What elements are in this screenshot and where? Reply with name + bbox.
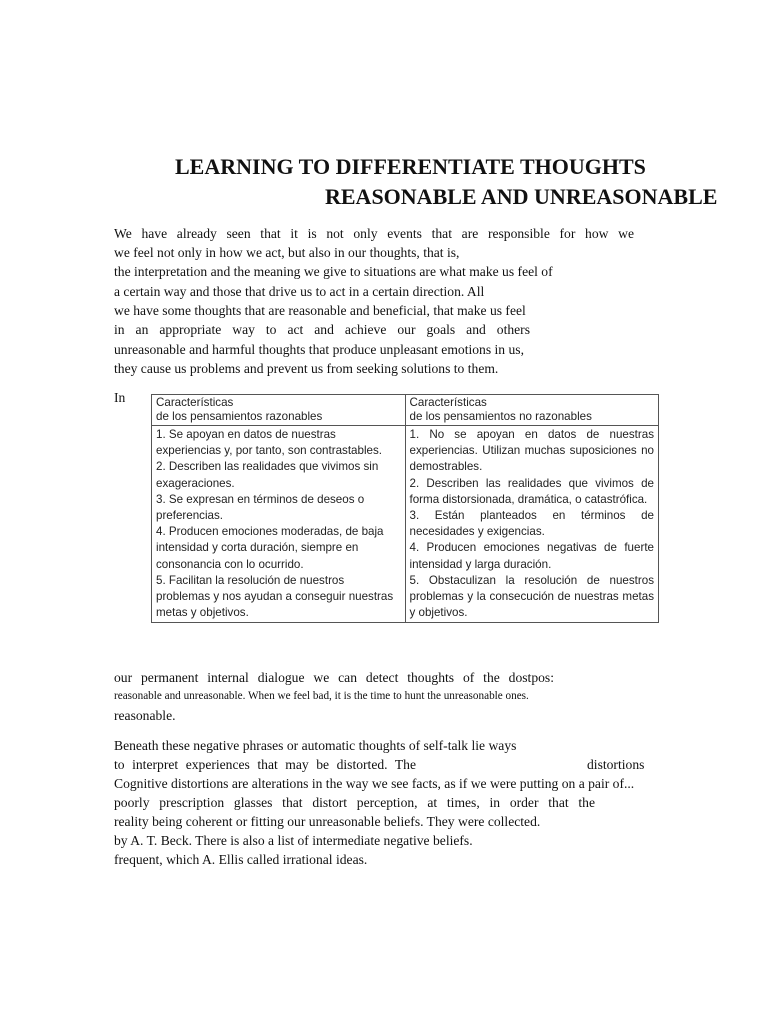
intro-line: unreasonable and harmful thoughts that produce unpleasant emotions in us, <box>114 342 524 357</box>
middle-line: our permanent internal dialogue we can detect thoughts of the dostpos: <box>114 670 554 685</box>
title-line-1: LEARNING TO DIFFERENTIATE THOUGHTS <box>175 154 646 179</box>
list-item: 4. Producen emociones moderadas, de baja intensidad y corta duración, siempre en consonancia con lo ocurrido. <box>156 525 384 571</box>
final-line: poorly prescription glasses that distort perception, at times, in order that the <box>114 795 595 810</box>
header-line: de los pensamientos no razonables <box>409 410 592 423</box>
unreasonable-characteristics-cell <box>405 426 659 623</box>
title-line-2: REASONABLE AND UNREASONABLE <box>325 184 718 209</box>
intro-line: we have some thoughts that are reasonable and beneficial, that make us feel <box>114 303 526 318</box>
middle-line: reasonable. <box>114 708 176 723</box>
list-item: 3. Se expresan en términos de deseos o preferencias. <box>156 492 365 523</box>
list-item: 1. Se apoyan en datos de nuestras experiencias y, por tanto, son contrastables. <box>156 428 382 458</box>
middle-line: reasonable and unreasonable. When we feel bad, it is the time to hunt the unreasonable ones. <box>114 690 529 702</box>
list-item: 3. Están planteados en términos de necesidades y exigencias. <box>409 509 654 539</box>
table-header-row <box>152 395 659 426</box>
final-line: by A. T. Beck. There is also a list of intermediate negative beliefs. <box>114 833 473 848</box>
thoughts-comparison-table <box>151 394 659 623</box>
intro-line: they cause us problems and prevent us from seeking solutions to them. <box>114 361 499 376</box>
in-label: In <box>114 390 126 405</box>
list-item: 2. Describen las realidades que vivimos sin exageraciones. <box>156 460 379 490</box>
header-line: de los pensamientos razonables <box>156 410 323 423</box>
list-item: 5. Obstaculizan la resolución de nuestros problemas y la consecución de nuestras metas y objetivos. <box>409 573 654 620</box>
list-item: 2. Describen las realidades que vivimos de forma distorsionada, dramática, o catastrófica. <box>409 476 654 506</box>
intro-line: in an appropriate way to act and achieve our goals and others <box>114 322 530 337</box>
final-line: frequent, which A. Ellis called irrational ideas. <box>114 852 368 867</box>
list-item: 5. Facilitan la resolución de nuestros problemas y nos ayudan a conseguir nuestras metas y objetivos. <box>156 573 394 620</box>
table-header-unreasonable <box>405 395 659 426</box>
final-line: to interpret experiences that may be distorted. The <box>114 757 416 772</box>
distortions-word: distortions <box>587 757 645 772</box>
list-item: 4. Producen emociones negativas de fuerte intensidad y larga duración. <box>409 541 654 571</box>
final-line: Beneath these negative phrases or automatic thoughts of self-talk lie ways <box>114 738 517 753</box>
final-line: reality being coherent or fitting our unreasonable beliefs. They were collected. <box>114 814 541 829</box>
intro-line: a certain way and those that drive us to act in a certain direction. All <box>114 284 485 299</box>
reasonable-characteristics-cell <box>152 426 406 623</box>
header-line: Características <box>156 396 234 409</box>
intro-line: the interpretation and the meaning we give to situations are what make us feel of <box>114 264 553 279</box>
intro-line: we feel not only in how we act, but also in our thoughts, that is, <box>114 245 460 260</box>
final-line: Cognitive distortions are alterations in the way we see facts, as if we were putting on a pair of... <box>114 776 635 791</box>
intro-line: We have already seen that it is not only events that are responsible for how we <box>114 226 634 241</box>
header-line: Características <box>409 396 487 409</box>
table-row <box>152 426 659 623</box>
table-header-reasonable <box>152 395 406 426</box>
list-item: 1. No se apoyan en datos de nuestras experiencias. Utilizan muchas suposiciones no demostrables. <box>409 428 654 474</box>
